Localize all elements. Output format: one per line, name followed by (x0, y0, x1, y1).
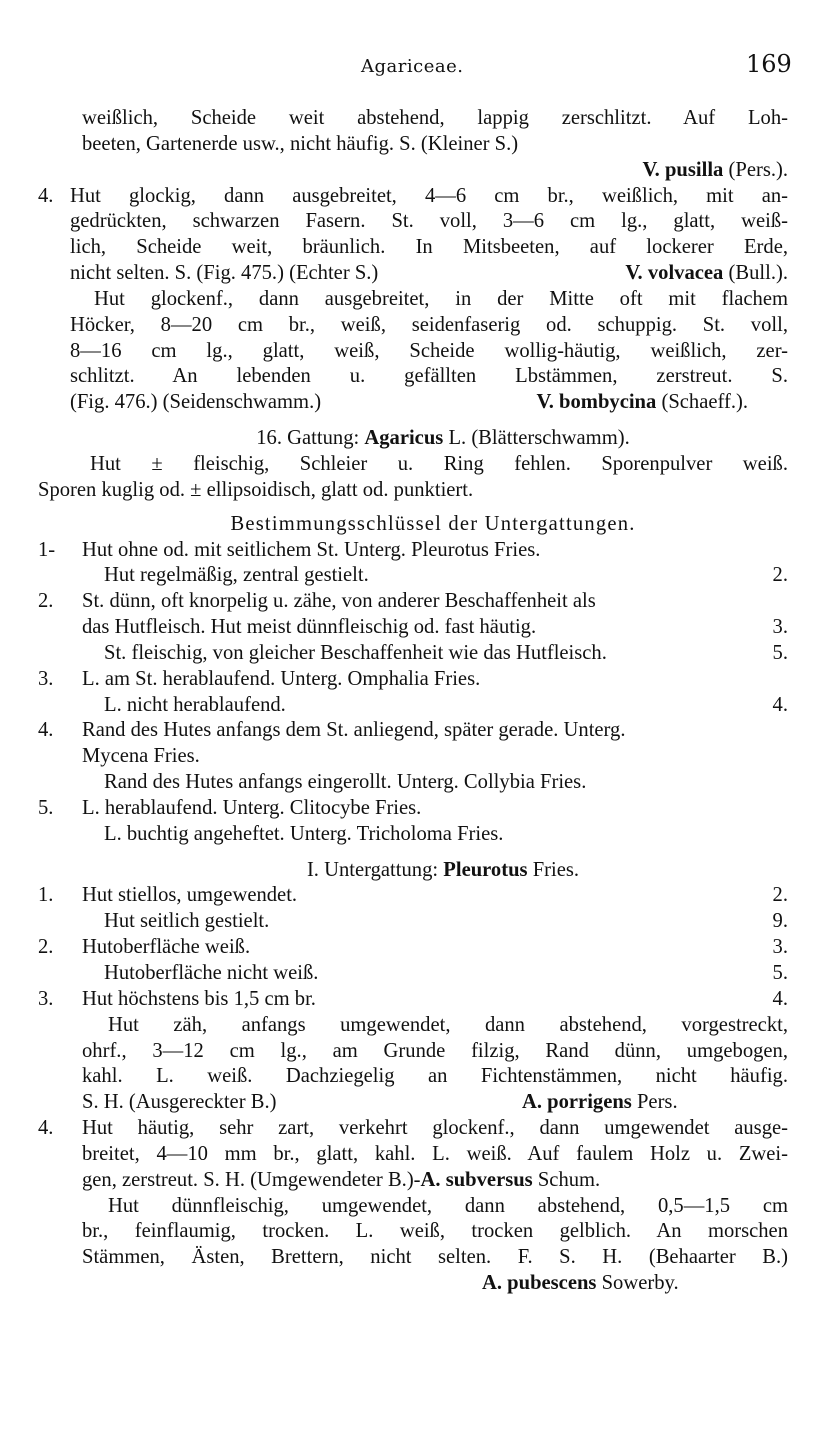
key-row (38, 667, 788, 693)
species-name: A. porrigens (522, 1091, 632, 1114)
key-lead (780, 589, 788, 615)
species-name: V. volvacea (625, 262, 724, 285)
key-number: 2. (38, 590, 54, 613)
species-author: (Bull.). (723, 262, 788, 285)
text-line: Hut häutig, sehr zart, verkehrt glockenf., dann umgewendet ausge- (82, 1117, 788, 1140)
key-lead: 2. (772, 884, 788, 907)
key-text: L. buchtig angeheftet. Unterg. Tricholoma Fries. (104, 822, 504, 845)
key-text: das Hutfleisch. Hut meist dünnfleischig od. fast häutig. (82, 616, 537, 639)
key-number: 3. (38, 667, 54, 690)
key-lead: 5. (772, 641, 788, 664)
key-row (38, 693, 788, 719)
species-name-line (38, 1271, 788, 1297)
key-text: St. fleischig, von gleicher Beschaffenheit wie das Hutfleisch. (104, 641, 607, 664)
text-line: ohrf., 3—12 cm lg., am Grunde filzig, Rand dünn, umgebogen, (82, 1039, 788, 1062)
text-line: beeten, Gartenerde usw., nicht häufig. S. (Kleiner S.) (82, 132, 519, 155)
key-table (38, 883, 788, 1012)
key-lead (780, 796, 788, 822)
key-row (38, 770, 788, 796)
key-number (38, 641, 82, 667)
key-text: Rand des Hutes anfangs eingerollt. Unterg. Collybia Fries. (104, 771, 587, 794)
key-row (38, 718, 788, 744)
text-segment: nicht selten. S. (Fig. 475.) (Echter S.) (70, 262, 379, 285)
genus-author: L. (Blätterschwamm). (443, 427, 630, 450)
key-number (38, 961, 82, 987)
genus-heading (38, 426, 788, 452)
key-lead: 4. (772, 693, 788, 716)
subgenus-heading (38, 858, 788, 884)
species-author: Pers. (631, 1091, 678, 1114)
key-lead: 2. (772, 564, 788, 587)
key-lead: 3. (772, 936, 788, 959)
text-line: kahl. L. weiß. Dachziegelig an Fichtenstämmen, nicht häufig. (82, 1065, 788, 1088)
key-number (38, 615, 82, 641)
key-text: St. dünn, oft knorpelig u. zähe, von anderer Beschaffenheit als (82, 590, 596, 613)
species-author: (Schaeff.). (656, 391, 748, 414)
key-text: Hut ohne od. mit seitlichem St. Unterg. Pleurotus Fries. (82, 538, 541, 561)
page-number: 169 (746, 50, 792, 78)
key-text: L. am St. herablaufend. Unterg. Omphalia Fries. (82, 667, 481, 690)
subgenus-name: Pleurotus (443, 858, 528, 881)
subgenus-label: I. Untergattung: (306, 858, 444, 881)
text-line: schlitzt. An lebenden u. gefällten Lbstämmen, zerstreut. S. (70, 365, 788, 388)
key-lead: 3. (772, 616, 788, 639)
key-number: 4. (38, 719, 54, 742)
species-name-line (522, 1090, 678, 1116)
key-lead (780, 822, 788, 848)
text-line (70, 261, 788, 287)
key-number (38, 770, 82, 796)
text-line: br., feinflaumig, trocken. L. weiß, trocken gelblich. An morschen (82, 1220, 788, 1243)
key-row (38, 615, 788, 641)
key-row (38, 744, 788, 770)
species-name-line (38, 158, 788, 184)
key-row (38, 796, 788, 822)
key-row (38, 563, 788, 589)
genus-name: Agaricus (364, 427, 444, 450)
running-header (0, 50, 830, 84)
key-number: 3. (38, 987, 54, 1010)
key-number: 4. (38, 184, 54, 207)
key-lead (780, 667, 788, 693)
genus-label: 16. Gattung: (256, 427, 365, 450)
text-line: Hut ± fleischig, Schleier u. Ring fehlen. Sporenpulver weiß. (90, 452, 788, 475)
text-segment: (Fig. 476.) (Seidenschwamm.) (70, 391, 322, 414)
key-lead (780, 770, 788, 796)
key-number: 4. (38, 1117, 54, 1140)
key-row (38, 909, 788, 935)
species-name: V. bombycina (536, 391, 657, 414)
text-line: Höcker, 8—20 cm br., weiß, seidenfaserig od. schuppig. St. voll, (70, 313, 788, 336)
key-lead (780, 744, 788, 770)
species-author: Schum. (532, 1168, 601, 1191)
key-number (38, 693, 82, 719)
key-lead: 9. (772, 910, 788, 933)
key-row (38, 883, 788, 909)
key-table (38, 538, 788, 848)
species-name-line (537, 390, 788, 416)
key-number (38, 909, 82, 935)
text-line: lich, Scheide weit, bräunlich. In Mitsbeeten, auf lockerer Erde, (70, 236, 788, 259)
text-line: Hut glockig, dann ausgebreitet, 4—6 cm br., weißlich, mit an- (70, 184, 788, 207)
species-name: V. pusilla (642, 158, 724, 181)
key-entry (38, 1116, 788, 1194)
key-entry (38, 184, 788, 287)
species-name-line (625, 261, 788, 287)
key-text: Mycena Fries. (82, 745, 200, 768)
text-line: Hut dünnfleischig, umgewendet, dann abstehend, 0,5—1,5 cm (108, 1194, 788, 1217)
text-segment: S. H. (Ausgereckter B.) (82, 1091, 277, 1114)
key-lead (780, 718, 788, 744)
text-line: breitet, 4—10 mm br., glatt, kahl. L. weiß. Auf faulem Holz u. Zwei- (82, 1142, 788, 1165)
key-lead (780, 538, 788, 564)
text-line (38, 1090, 788, 1116)
key-lead: 5. (772, 962, 788, 984)
key-text: Hut seitlich gestielt. (104, 910, 270, 933)
text-line: Hut glockenf., dann ausgebreitet, in der Mitte oft mit flachem (94, 287, 788, 310)
text-line: Hut zäh, anfangs umgewendet, dann abstehend, vorgestreckt, (108, 1013, 788, 1036)
text-line: 8—16 cm lg., glatt, weiß, Scheide wollig-häutig, weißlich, zer- (70, 339, 788, 362)
page-body (38, 106, 788, 1297)
key-text: Hut regelmäßig, zentral gestielt. (104, 564, 369, 587)
key-lead: 4. (772, 987, 788, 1010)
key-text: L. nicht herablaufend. (104, 693, 286, 716)
key-text: Hutoberfläche weiß. (82, 936, 251, 959)
text-line (38, 390, 788, 416)
text-line: Stämmen, Ästen, Brettern, nicht selten. F. S. H. (Behaarter B.) (82, 1246, 788, 1269)
text-segment: gen, zerstreut. S. H. (Umgewendeter B.)- (82, 1168, 421, 1191)
text-line: weißlich, Scheide weit abstehend, lappig zerschlitzt. Auf Loh- (82, 107, 788, 129)
key-heading: Bestimmungsschlüssel der Untergattungen. (230, 512, 636, 535)
running-title: Agariceae. (361, 56, 464, 77)
text-line: gedrückten, schwarzen Fasern. St. voll, 3—6 cm lg., glatt, weiß- (70, 210, 788, 233)
key-row (38, 538, 788, 564)
subgenus-author: Fries. (527, 858, 580, 881)
key-number (38, 822, 82, 848)
text-line (82, 1168, 788, 1194)
key-number (38, 744, 82, 770)
key-text: Hut höchstens bis 1,5 cm br. (82, 987, 316, 1010)
key-number (38, 563, 82, 589)
key-number: 2. (38, 936, 54, 959)
species-author: Sowerby. (596, 1272, 679, 1295)
key-text: Hut stiellos, umgewendet. (82, 884, 298, 907)
key-row (38, 961, 788, 987)
species-name: A. pubescens (482, 1272, 597, 1295)
text-line: Sporen kuglig od. ± ellipsoidisch, glatt od. punktiert. (38, 478, 474, 501)
key-row (38, 589, 788, 615)
key-row (38, 987, 788, 1013)
key-row (38, 822, 788, 848)
key-text: L. herablaufend. Unterg. Clitocybe Fries. (82, 796, 422, 819)
key-text: Rand des Hutes anfangs dem St. anliegend, später gerade. Unterg. (82, 719, 626, 742)
key-number: 1- (38, 538, 56, 561)
key-number: 5. (38, 796, 54, 819)
key-text: Hutoberfläche nicht weiß. (104, 962, 319, 984)
key-row (38, 641, 788, 667)
key-number: 1. (38, 884, 54, 907)
species-name: A. subversus (420, 1168, 533, 1191)
species-author: (Pers.). (723, 158, 788, 181)
key-row (38, 935, 788, 961)
